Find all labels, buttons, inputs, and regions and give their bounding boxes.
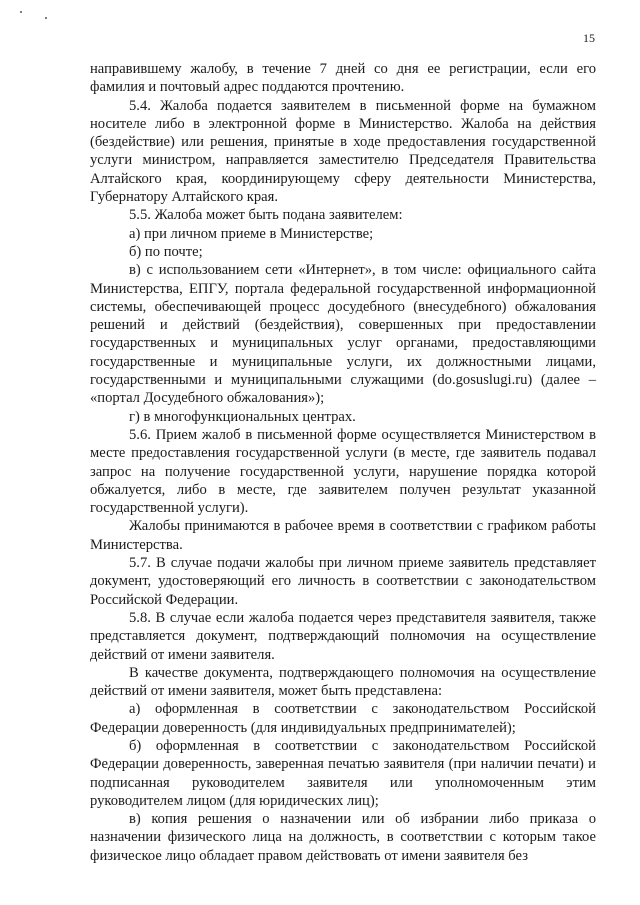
paragraph: В качестве документа, подтверждающего полномочия на осуществление действий от имени заявителя, может быть представлена: — [90, 664, 596, 700]
list-item-g: г) в многофункциональных центрах. — [129, 408, 356, 425]
list-item-v: в) копия решения о назначении или об избрании либо приказа о назначении физического лица на должность, в соответствии с которым такое физическое лицо обладает правом действовать от имени заявителя без — [90, 811, 596, 864]
paragraph-5-7: 5.7. В случае подачи жалобы при личном приеме заявитель представляет документ, удостоверяющий его личность в соответствии с законодательством Российской Федерации. — [90, 555, 596, 608]
list-item-a: а) оформленная в соответствии с законодательством Российской Федерации доверенность (для индивидуальных предпринимателей); — [90, 701, 596, 736]
paragraph-5-4: 5.4. Жалоба подается заявителем в письменной форме на бумажном носителе либо в электронной форме в Министерство. Жалоба на действия (бездействие) или решения, принятые в ходе предоставления государственной услуги министром, направляется заместителю Председателя Правительства Алтайского края, координирующему сферу деятельности Министерства, Губернатору Алтайского края. — [90, 97, 596, 206]
paragraph-5-5: 5.5. Жалоба может быть подана заявителем: — [129, 207, 403, 224]
paragraph: Жалобы принимаются в рабочее время в соответствии с графиком работы Министерства. — [90, 518, 596, 553]
scan-speck — [20, 11, 22, 13]
list-item-v: в) с использованием сети «Интернет», в том числе: официального сайта Министерства, ЕПГУ, портала федеральной государственной информационной системы, обеспечивающей процесс досудебного (внесудебного) обжалования решений и действий (бездействия), совершенных при предоставлении государственных и муниципальных услуг органами, предоставляющими государственные и муниципальные услуги, их должностными лицами, государственными и муниципальными служащими (do.gosuslugi.ru) (далее – «портал Досудебного обжалования»); — [90, 262, 596, 407]
paragraph: направившему жалобу, в течение 7 дней со дня ее регистрации, если его фамилия и почтовый адрес поддаются прочтению. — [90, 61, 596, 96]
scan-speck — [45, 17, 47, 19]
paragraph-5-8: 5.8. В случае если жалоба подается через представителя заявителя, также представляется документ, подтверждающий полномочия на осуществление действий от имени заявителя. — [90, 609, 596, 663]
list-item-b: б) по почте; — [129, 243, 203, 260]
page-number: 15 — [583, 31, 595, 45]
paragraph-5-6: 5.6. Прием жалоб в письменной форме осуществляется Министерством в месте предоставления государственной услуги (в месте, где заявитель подавал запрос на получение государственной услуги, нарушение порядка которой обжалуется, либо в месте, где заявителем получен результат указанной государственной услуги). — [90, 426, 596, 517]
document-body — [90, 60, 596, 865]
list-item-a: а) при личном приеме в Министерстве; — [129, 225, 374, 242]
list-item-b: б) оформленная в соответствии с законодательством Российской Федерации доверенность, заверенная печатью заявителя (при наличии печати) и подписанная руководителем заявителя или уполномоченным этим руководителем лицом (для юридических лиц); — [90, 737, 596, 809]
